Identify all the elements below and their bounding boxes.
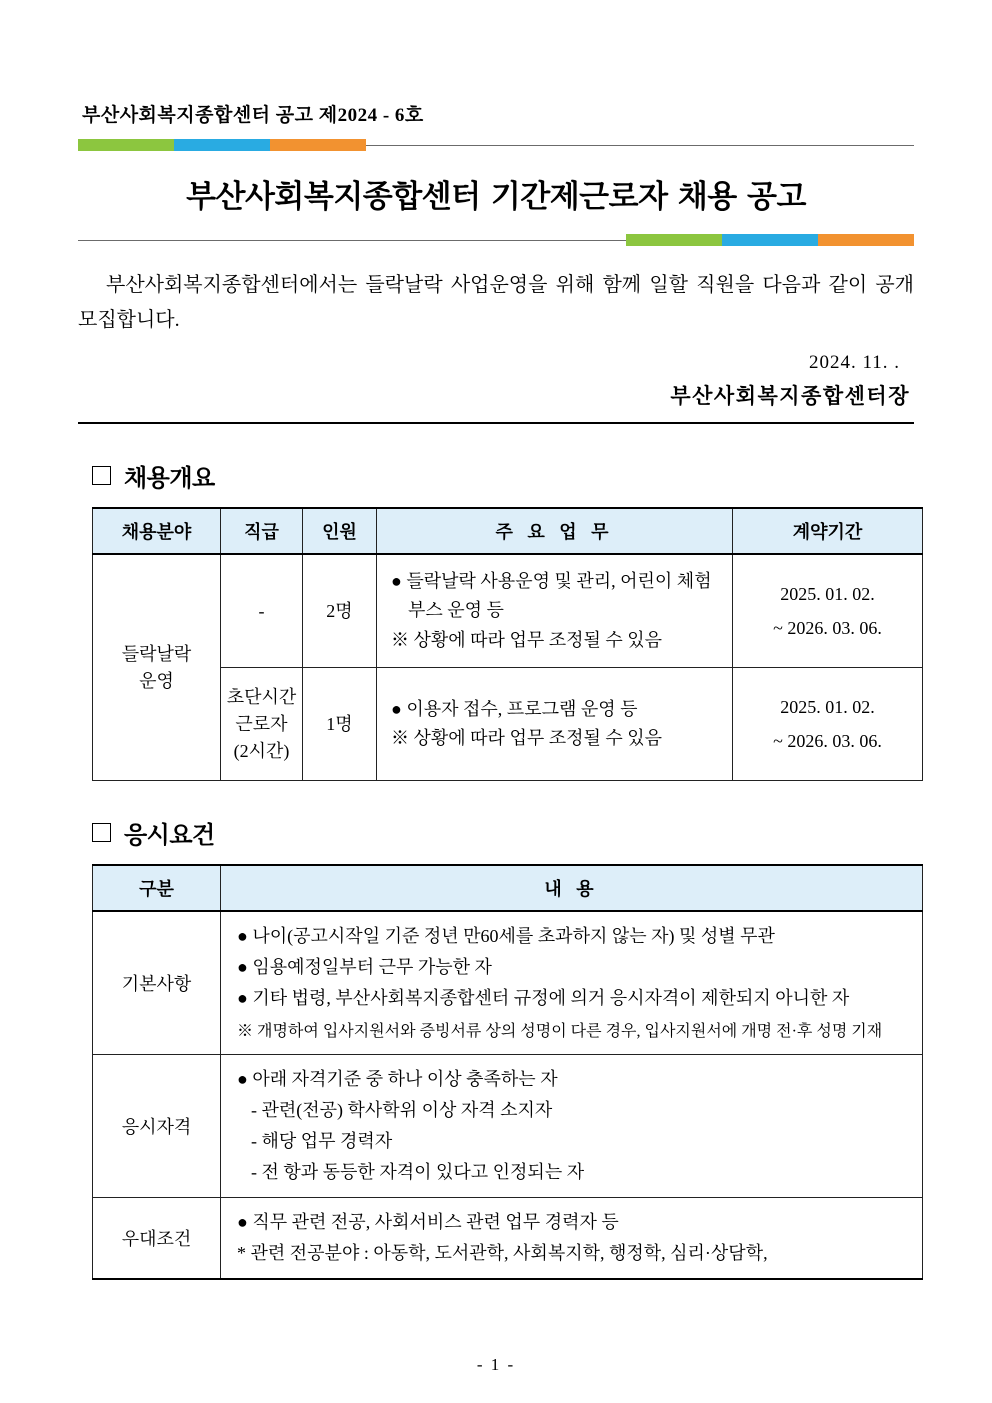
qualification-item-1: ● 아래 자격기준 중 하나 이상 충족하는 자 bbox=[237, 1069, 558, 1090]
duties-bullet: ● 들락날락 사용운영 및 관리, 어린이 체험부스 운영 등 bbox=[391, 571, 712, 621]
column-header-category: 구분 bbox=[93, 865, 221, 911]
duties-note: ※ 상황에 따라 업무 조정될 수 있음 bbox=[391, 728, 663, 748]
bar-line-left bbox=[78, 240, 626, 241]
table-row bbox=[93, 911, 923, 1055]
cell-category-qualification: 응시자격 bbox=[93, 1055, 221, 1198]
square-bullet-icon bbox=[92, 823, 111, 842]
basic-item-2: ● 임용예정일부터 근무 가능한 자 bbox=[237, 956, 492, 977]
duties-bullet: ● 이용자 접수, 프로그램 운영 등 bbox=[391, 698, 638, 719]
cell-category-preference: 우대조건 bbox=[93, 1198, 221, 1279]
recruitment-overview-table bbox=[92, 507, 923, 781]
cell-content-qualification bbox=[221, 1055, 923, 1198]
bar-segment-green bbox=[626, 234, 722, 246]
field-label-line2: 운영 bbox=[139, 670, 174, 691]
duties-note: ※ 상황에 따라 업무 조정될 수 있음 bbox=[391, 629, 663, 650]
column-header-content: 내 용 bbox=[221, 865, 923, 911]
cell-contract-row1 bbox=[733, 554, 923, 668]
cell-duties-row1 bbox=[377, 554, 733, 668]
column-header-duties: 주 요 업 무 bbox=[377, 508, 733, 554]
announcement-date: 2024. 11. . bbox=[808, 352, 900, 373]
qualification-item-2: - 관련(전공) 학사학위 이상 자격 소지자 bbox=[251, 1100, 553, 1121]
eligibility-table bbox=[92, 864, 923, 1280]
decorative-bar-top bbox=[78, 139, 914, 151]
page-number: - 1 - bbox=[476, 1355, 516, 1374]
section-title-text: 채용개요 bbox=[124, 464, 215, 492]
intro-paragraph: 부산사회복지종합센터에서는 들락날락 사업운영을 위해 함께 일할 직원을 다음과 같이 공개 모집합니다. bbox=[78, 274, 914, 331]
table-row bbox=[93, 1198, 923, 1279]
issuer-signature: 부산사회복지종합센터장 bbox=[670, 384, 910, 408]
cell-content-basic bbox=[221, 911, 923, 1055]
table-row bbox=[93, 554, 923, 668]
header-divider bbox=[78, 422, 914, 424]
cell-grade-row2 bbox=[221, 668, 303, 781]
square-bullet-icon bbox=[92, 466, 111, 485]
grade-line1: 초단시간 bbox=[226, 686, 297, 707]
bar-segment-orange bbox=[270, 139, 366, 151]
cell-contract-row2 bbox=[733, 668, 923, 781]
cell-content-preference bbox=[221, 1198, 923, 1279]
section-title-text: 응시요건 bbox=[124, 821, 215, 849]
bar-line-right bbox=[366, 145, 914, 146]
basic-note: ※ 개명하여 입사지원서와 증빙서류 상의 성명이 다른 경우, 입사지원서에 개명 전·후 성명 기재 bbox=[237, 1022, 883, 1040]
field-label-line1: 들락날락 bbox=[121, 643, 192, 664]
column-header-grade: 직급 bbox=[221, 508, 303, 554]
cell-grade-row1: - bbox=[221, 554, 303, 668]
cell-category-basic: 기본사항 bbox=[93, 911, 221, 1055]
table-header-row bbox=[93, 865, 923, 911]
cell-field-merged bbox=[93, 554, 221, 781]
basic-item-3: ● 기타 법령, 부산사회복지종합센터 규정에 의거 응시자격이 제한되지 아니한 자 bbox=[237, 987, 850, 1008]
grade-line3: (2시간) bbox=[233, 740, 290, 761]
table-header-row bbox=[93, 508, 923, 554]
contract-start: 2025. 01. 02. bbox=[780, 583, 875, 604]
bar-segment-orange bbox=[818, 234, 914, 246]
contract-end: ~ 2026. 03. 06. bbox=[773, 618, 882, 638]
column-header-headcount: 인원 bbox=[303, 508, 377, 554]
preference-item-1: ● 직무 관련 전공, 사회서비스 관련 업무 경력자 등 bbox=[237, 1212, 619, 1233]
contract-start: 2025. 01. 02. bbox=[780, 696, 875, 717]
page-title: 부산사회복지종합센터 기간제근로자 채용 공고 bbox=[186, 179, 806, 215]
section-heading-eligibility bbox=[92, 815, 914, 850]
column-header-contract-period: 계약기간 bbox=[733, 508, 923, 554]
section-heading-recruitment-overview bbox=[92, 458, 914, 493]
basic-item-1: ● 나이(공고시작일 기준 정년 만60세를 초과하지 않는 자) 및 성별 무관 bbox=[237, 926, 775, 946]
column-header-field: 채용분야 bbox=[93, 508, 221, 554]
cell-duties-row2 bbox=[377, 668, 733, 781]
qualification-item-3: - 해당 업무 경력자 bbox=[251, 1131, 393, 1152]
grade-line2: 근로자 bbox=[235, 713, 288, 734]
decorative-bar-bottom bbox=[78, 234, 914, 246]
preference-item-2: * 관련 전공분야 : 아동학, 도서관학, 사회복지학, 행정학, 심리·상담학, bbox=[237, 1243, 768, 1264]
qualification-item-4: - 전 항과 동등한 자격이 있다고 인정되는 자 bbox=[251, 1162, 585, 1183]
bar-segment-blue bbox=[722, 234, 818, 246]
cell-headcount-row1: 2명 bbox=[303, 554, 377, 668]
cell-headcount-row2: 1명 bbox=[303, 668, 377, 781]
contract-end: ~ 2026. 03. 06. bbox=[773, 731, 882, 751]
bar-segment-green bbox=[78, 139, 174, 151]
bar-segment-blue bbox=[174, 139, 270, 151]
document-number: 부산사회복지종합센터 공고 제2024 - 6호 bbox=[82, 105, 424, 126]
table-row bbox=[93, 1055, 923, 1198]
